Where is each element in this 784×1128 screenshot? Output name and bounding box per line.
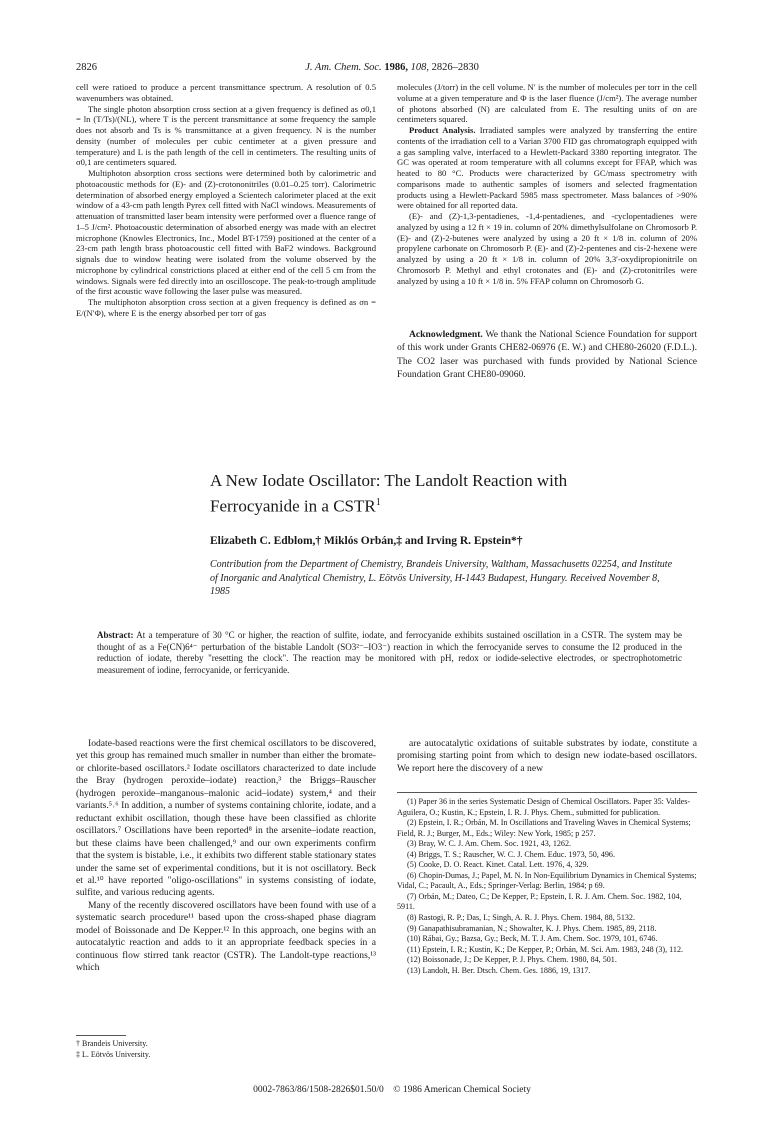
acknowledgment-text: We thank the National Science Foundation for support of this work under Grants CHE82-06976 (E. W.) and CHE80-26020 (F.D.L.). The CO2 laser was purchased with funds provided by National Science Foundation Grant CHE80-09060. <box>397 329 697 381</box>
journal-header <box>0 62 784 73</box>
title-line-1: A New Iodate Oscillator: The Landolt Reaction with <box>210 471 568 490</box>
reference-item: (5) Cooke, D. O. React. Kinet. Catal. Lett. 1976, 4, 329. <box>407 860 589 870</box>
reference-item: (4) Briggs, T. S.; Rauscher, W. C. J. Chem. Educ. 1973, 50, 496. <box>407 849 616 859</box>
article-title <box>210 470 680 518</box>
references-list <box>397 797 697 976</box>
prev-article-right-column <box>397 82 697 286</box>
paragraph: Many of the recently discovered oscillators have been found with use of a systematic search procedure¹¹ based upon the cross-shaped phase diagram model of Boissonade and De Kepper.¹² In this approach, one begins with an autocatalytic reaction and adds to it an appropriate feedback species in a continuous flow stirred tank reactor (CSTR). The Landolt-type reactions,¹³ which <box>76 899 376 974</box>
author-footnotes <box>76 1039 376 1060</box>
paragraph: cell were ratioed to produce a percent transmittance spectrum. A resolution of 0.5 wavenumbers was obtained. <box>76 82 376 103</box>
reference-item: (13) Landolt, H. Ber. Dtsch. Chem. Ges. 1886, 19, 1317. <box>407 965 591 975</box>
journal-name: J. Am. Chem. Soc. <box>305 62 382 73</box>
intro-left-column <box>76 738 376 975</box>
paragraph: Multiphoton absorption cross sections were determined both by calorimetric and photoacoustic methods for (E)- and (Z)-crotononitriles (0.01–0.25 torr). Calorimetric determination of absorbed energy employed a Scientech calorimeter placed at the exit window of a 43-cm path length Pyrex cell fitted with NaCl windows. Measurements of attenuation of transmitted laser beam intensity were performed over a fluence range of 1–5 J/cm². Photoacoustic determination of absorbed energy was made with an electret microphone (Knowles Electronics, Inc., Model BT-1759) positioned at the center of a 23-cm path length brass photoacoustic cell fitted with BaF2 windows. Background signals due to window heating were isolated from the volume observed by the microphone by cylindrical constrictions placed at either end of the cell 5 cm from the windows. Signals were fed directly into an oscilloscope. The peak-to-trough amplitude of the first acoustic wave following the laser pulse was measured. <box>76 168 376 297</box>
intro-right-column <box>397 738 697 775</box>
reference-item: (7) Orbán, M.; Dateo, C.; De Kepper, P.; Epstein, I. R. J. Am. Chem. Soc. 1982, 104, 5911. <box>397 891 682 912</box>
reference-item: (11) Epstein, I. R.; Kustin, K.; De Kepper, P.; Orbán, M. Sci. Am. 1983, 248 (3), 112. <box>407 944 684 954</box>
page-number: 2826 <box>76 62 97 73</box>
abstract <box>97 630 682 676</box>
reference-item: (3) Bray, W. C. J. Am. Chem. Soc. 1921, 43, 1262. <box>407 839 572 849</box>
page-footer <box>0 1085 784 1095</box>
references-rule <box>397 792 697 793</box>
authors: Elizabeth C. Edblom,† Miklós Orbán,‡ and Irving R. Epstein*† <box>210 535 523 547</box>
paragraph: Iodate-based reactions were the first chemical oscillators to be discovered, yet this group has remained much smaller in number than either the bromate- or chlorite-based oscillators.² Iodate oscillators characterized to date include the Bray (hydrogen peroxide–iodate) reaction,³ the Briggs–Rauscher (hydrogen peroxide–manganous–malonic acid–iodate) system,⁴ and their variants.⁵˒⁶ In addition, a number of systems containing chlorite, iodate, and a reductant exhibit oscillation, though these have been classified as chlorite oscillators.⁷ Oscillations have been reported⁸ in the arsenite–iodate reaction, but these claims have been challenged,⁹ and our own experiments confirm that the system is bistable, i.e., it exhibits two different stable stationary states under the same set of experimental conditions, but it is not oscillatory. Beck et al.¹⁰ have reported "oligo-oscillations" in systems consisting of iodate, sulfite, and various reducing agents. <box>76 738 376 899</box>
prev-article-left-column <box>76 82 376 319</box>
copyright: © 1986 American Chemical Society <box>393 1085 531 1095</box>
journal-year: 1986, <box>384 62 408 73</box>
reference-item: (10) Rábai, Gy.; Bazsa, Gy.; Beck, M. T. J. Am. Chem. Soc. 1979, 101, 6746. <box>407 934 658 944</box>
reference-item: (12) Boissonade, J.; De Kepper, P. J. Phys. Chem. 1980, 84, 501. <box>407 955 617 965</box>
reference-item: (6) Chopin-Dumas, J.; Papel, M. N. In Non-Equilibrium Dynamics in Chemical Systems; Vidal, C.; Pacault, A., Eds.; Springer-Verlag: Berlin, 1984; p 69. <box>397 870 697 891</box>
acknowledgment <box>397 328 697 382</box>
reference-item: (9) Ganapathisubramanian, N.; Showalter, K. J. Phys. Chem. 1985, 89, 2118. <box>407 923 657 933</box>
reference-item: (8) Rastogi, R. P.; Das, I.; Singh, A. R. J. Phys. Chem. 1984, 88, 5132. <box>407 913 635 923</box>
acknowledgment-heading: Acknowledgment. <box>409 329 483 340</box>
product-analysis-paragraph <box>397 125 697 211</box>
footnote-rule <box>76 1035 126 1036</box>
paragraph: The single photon absorption cross section at a given frequency is defined as σ0,1 = ln (T/Ts)/(NL), where T is the percent transmittance at some frequency the sample does not absorb and Ts is % transmittance at a given frequency. N is the number density (number of molecules per cubic centimeter at a given pressure and temperature) and L is the path length of the cell in centimeters. The resulting units of σ0,1 are centimeters squared. <box>76 103 376 168</box>
paragraph: (E)- and (Z)-1,3-pentadienes, -1,4-pentadienes, and -cyclopentadienes were analyzed by using a 12 ft × 19 in. column of 20% dimethylsulfolane on Chromosorb P. (E)- and (Z)-2-butenes were analyzed by using a 20 ft × 1/8 in. column of 20% propylene carbonate on Chromosorb P. (E)- and (Z)-2-pentenes and cis-2-hexene were analyzed by using a 20 ft × 1/8 in. column of 20% 3,3′-oxydipropionitrile on Chromosorb P. Methyl and ethyl crotonates and (E)- and (Z)-crotonitriles were analyzed by using a 10 ft × 1/8 in. 5% FFAP column on Chromosorb G. <box>397 211 697 286</box>
paragraph: are autocatalytic oxidations of suitable substrates by iodate, constitute a promising starting point from which to design new iodate-based oscillators. We report here the discovery of a new <box>397 738 697 774</box>
paragraph: The multiphoton absorption cross section at a given frequency is defined as σn = E/(N′Φ), where E is the energy absorbed per torr of gas <box>76 297 376 318</box>
journal-volume: 108, <box>410 62 429 73</box>
section-heading: Product Analysis. <box>409 125 476 135</box>
footnote: † Brandeis University. <box>76 1039 148 1048</box>
title-footnote-marker: 1 <box>375 497 381 508</box>
abstract-text: At a temperature of 30 °C or higher, the reaction of sulfite, iodate, and ferrocyanide exhibits sustained oscillation in a CSTR. The system may be thought of as a Fe(CN)6⁴⁻ perturbation of the bistable Landolt (SO3²⁻–IO3⁻) reaction in which the ferrocyanide serves to consume the I2 produced in the reduction of iodate, thereby "resetting the clock". The reaction may be monitored with pH, redox or iodide-selective electrodes, or spectrophotometric measurement of iodine, ferrocyanide, or ferricyanide. <box>97 630 682 675</box>
paragraph: molecules (J/torr) in the cell volume. N′ is the number of molecules per torr in the cell volume at a given temperature and Φ is the laser fluence (J/cm²). The average number of photons absorbed (N) are calculated from E. The resulting units of σn are centimeters squared. <box>397 82 697 125</box>
footnote: ‡ L. Eötvös University. <box>76 1049 151 1059</box>
affiliation: Contribution from the Department of Chemistry, Brandeis University, Waltham, Massachusetts 02254, and Institute of Inorganic and Analytical Chemistry, L. Eötvös University, H-1443 Budapest, Hungary. Received November 8, 1985 <box>210 559 673 598</box>
abstract-label: Abstract: <box>97 630 134 640</box>
journal-pages: 2826–2830 <box>431 62 479 73</box>
reference-item: (2) Epstein, I. R.; Orbán, M. In Oscillations and Traveling Waves in Chemical Systems; Field, R. J.; Burger, M., Eds.; Wiley: New York, 1985; p 257. <box>397 818 691 838</box>
reference-item: (1) Paper 36 in the series Systematic Design of Chemical Oscillators. Paper 35: Valdes-Aguilera, O.; Kustin, K.; Epstein, I. R. J. Phys. Chem., submitted for publication. <box>397 797 691 817</box>
title-line-2: Ferrocyanide in a CSTR$^1$ <box>210 496 381 516</box>
article-code: 0002-7863/86/1508-2826$01.50/0 <box>253 1085 384 1095</box>
paragraph-text: Irradiated samples were analyzed by transferring the entire contents of the irradiation cell to a Varian 3700 FID gas chromatograph equipped with a gas sampling valve, interfaced to a Hewlett-Packard 3380 reporting integrator. The GC was operated at room temperature with all columns except for FFAP, which was heated to 80 °C. Products were characterized by GC/mass spectrometry with comparisons made to authentic samples of isomers and selected fragmentation products using a Hewlett-Packard 5985 mass spectrometer. Mass balances of >90% were obtained for all reported data. <box>397 125 697 211</box>
